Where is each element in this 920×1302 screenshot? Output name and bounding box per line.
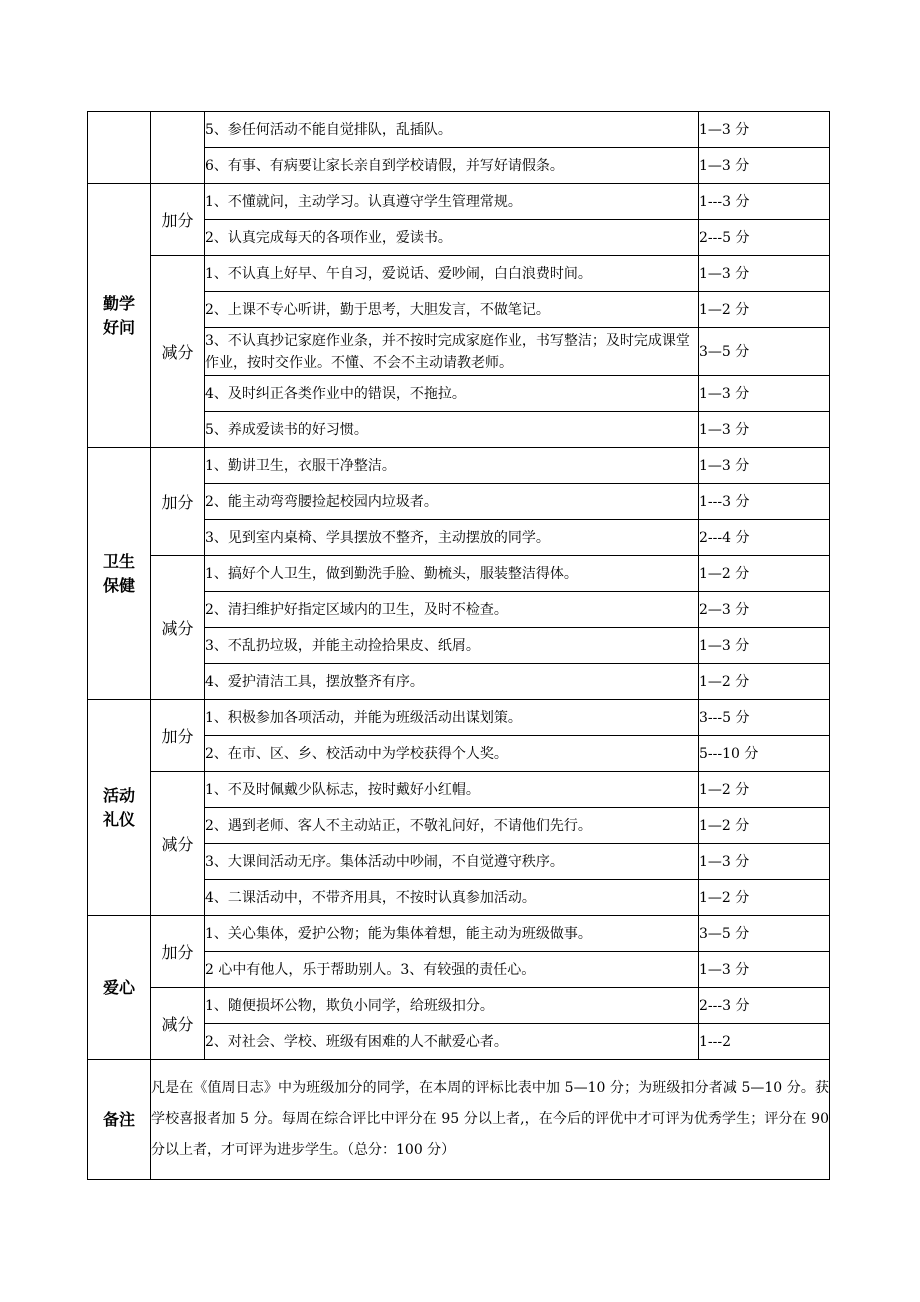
score-range: 2---4 分 — [699, 520, 830, 556]
score-range: 3---5 分 — [699, 700, 830, 736]
item-text: 1、随便损坏公物，欺负小同学，给班级扣分。 — [205, 988, 699, 1024]
item-text: 1、关心集体，爱护公物；能为集体着想，能主动为班级做事。 — [205, 916, 699, 952]
item-text: 1、不认真上好早、午自习，爱说话、爱吵闹，白白浪费时间。 — [205, 256, 699, 292]
item-text: 2、遇到老师、客人不主动站正，不敬礼问好，不请他们先行。 — [205, 808, 699, 844]
score-range: 1---3 分 — [699, 184, 830, 220]
score-range: 1—2 分 — [699, 808, 830, 844]
item-text: 4、爱护清洁工具，摆放整齐有序。 — [205, 664, 699, 700]
score-range: 1—2 分 — [699, 880, 830, 916]
category-cell-empty — [88, 112, 151, 184]
item-text: 6、有事、有病要让家长亲自到学校请假，并写好请假条。 — [205, 148, 699, 184]
category-name-line: 勤学 — [102, 293, 135, 313]
score-range: 1—3 分 — [699, 628, 830, 664]
item-text: 5、参任何活动不能自觉排队，乱插队。 — [205, 112, 699, 148]
score-range: 1—2 分 — [699, 292, 830, 328]
item-text: 5、养成爱读书的好习惯。 — [205, 412, 699, 448]
subcategory-label: 减分 — [151, 256, 205, 448]
subcategory-label: 减分 — [151, 556, 205, 700]
category-name-line: 卫生 — [102, 551, 135, 571]
score-range: 2—3 分 — [699, 592, 830, 628]
score-range: 1—2 分 — [699, 772, 830, 808]
score-table — [87, 111, 830, 1180]
subcategory-label: 加分 — [151, 700, 205, 772]
item-text: 2、在市、区、乡、校活动中为学校获得个人奖。 — [205, 736, 699, 772]
category-name-line: 礼仪 — [102, 809, 135, 829]
item-text: 1、不懂就问，主动学习。认真遵守学生管理常规。 — [205, 184, 699, 220]
item-text: 2、清扫维护好指定区域内的卫生，及时不检查。 — [205, 592, 699, 628]
item-text: 1、积极参加各项活动，并能为班级活动出谋划策。 — [205, 700, 699, 736]
item-text: 3、不乱扔垃圾，并能主动捡拾果皮、纸屑。 — [205, 628, 699, 664]
subcategory-label: 减分 — [151, 772, 205, 916]
note-label: 备注 — [88, 1060, 151, 1180]
category-name-line: 好问 — [102, 317, 135, 337]
subcategory-label: 加分 — [151, 916, 205, 988]
table-body — [88, 112, 830, 1180]
item-text: 3、大课间活动无序。集体活动中吵闹，不自觉遵守秩序。 — [205, 844, 699, 880]
score-range: 2---3 分 — [699, 988, 830, 1024]
item-text: 2 心中有他人，乐于帮助别人。3、有较强的责任心。 — [205, 952, 699, 988]
table-row — [88, 256, 830, 292]
item-text: 1、搞好个人卫生，做到勤洗手脸、勤梳头，服装整洁得体。 — [205, 556, 699, 592]
item-text: 4、二课活动中，不带齐用具，不按时认真参加活动。 — [205, 880, 699, 916]
score-range: 2---5 分 — [699, 220, 830, 256]
table-row — [88, 112, 830, 148]
category-name-line: 保健 — [102, 575, 135, 595]
table-row — [88, 184, 830, 220]
item-text: 2、认真完成每天的各项作业，爱读书。 — [205, 220, 699, 256]
note-row — [88, 1060, 830, 1180]
score-range: 1—2 分 — [699, 664, 830, 700]
table-row — [88, 772, 830, 808]
note-text: 凡是在《值周日志》中为班级加分的同学，在本周的评标比表中加 5—10 分；为班级扣分者减 5—10 分。获学校喜报者加 5 分。每周在综合评比中评分在 95 分以上者,，在今后的评优中才可评为优秀学生；评分在 90 分以上者，才可评为进步学生。（总分：100 分） — [151, 1060, 830, 1180]
item-text: 3、见到室内桌椅、学具摆放不整齐，主动摆放的同学。 — [205, 520, 699, 556]
item-text: 4、及时纠正各类作业中的错误，不拖拉。 — [205, 376, 699, 412]
table-row — [88, 988, 830, 1024]
subcategory-label: 加分 — [151, 184, 205, 256]
score-range: 1---3 分 — [699, 484, 830, 520]
table-row — [88, 916, 830, 952]
subcategory-label: 加分 — [151, 448, 205, 556]
score-range: 1---2 — [699, 1024, 830, 1060]
score-range: 1—3 分 — [699, 412, 830, 448]
score-range: 1—3 分 — [699, 844, 830, 880]
category-name — [88, 916, 151, 1060]
score-range: 1—3 分 — [699, 952, 830, 988]
item-text: 2、上课不专心听讲，勤于思考，大胆发言，不做笔记。 — [205, 292, 699, 328]
category-name — [88, 448, 151, 700]
item-text: 2、能主动弯弯腰捡起校园内垃圾者。 — [205, 484, 699, 520]
score-range: 1—3 分 — [699, 112, 830, 148]
subcategory-cell-empty — [151, 112, 205, 184]
category-name — [88, 184, 151, 448]
item-text: 1、不及时佩戴少队标志，按时戴好小红帽。 — [205, 772, 699, 808]
table-row — [88, 700, 830, 736]
subcategory-label: 减分 — [151, 988, 205, 1060]
score-range: 1—3 分 — [699, 148, 830, 184]
item-text: 1、勤讲卫生，衣服干净整洁。 — [205, 448, 699, 484]
score-range: 1—3 分 — [699, 256, 830, 292]
score-range: 3—5 分 — [699, 328, 830, 376]
score-range: 5---10 分 — [699, 736, 830, 772]
item-text: 2、对社会、学校、班级有困难的人不献爱心者。 — [205, 1024, 699, 1060]
score-range: 1—3 分 — [699, 376, 830, 412]
category-name-line: 爱心 — [102, 977, 135, 997]
category-name-line: 活动 — [102, 785, 135, 805]
score-range: 3—5 分 — [699, 916, 830, 952]
table-row — [88, 556, 830, 592]
category-name — [88, 700, 151, 916]
score-range: 1—3 分 — [699, 448, 830, 484]
item-text: 3、不认真抄记家庭作业条，并不按时完成家庭作业，书写整洁；及时完成课堂作业，按时交作业。不懂、不会不主动请教老师。 — [205, 328, 699, 376]
score-range: 1—2 分 — [699, 556, 830, 592]
table-row — [88, 448, 830, 484]
